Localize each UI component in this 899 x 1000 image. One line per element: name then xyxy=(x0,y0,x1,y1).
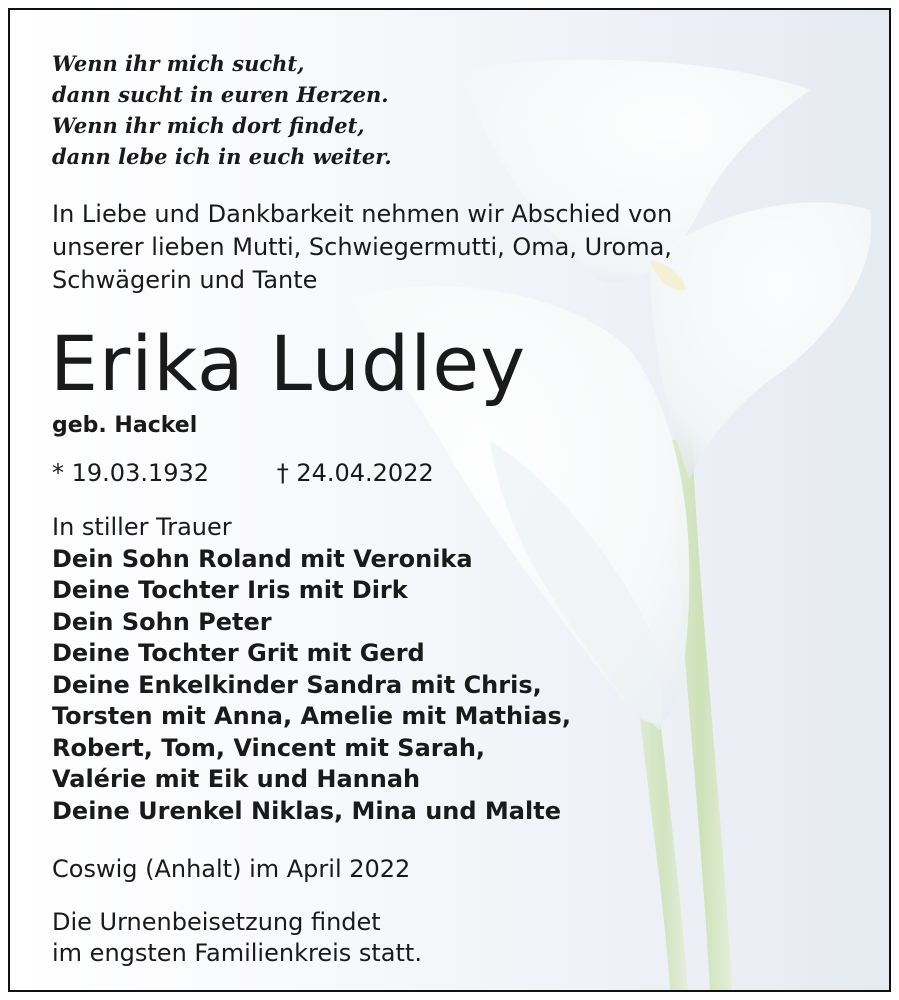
birth-name: geb. Hackel xyxy=(52,413,198,438)
obituary-content xyxy=(10,10,889,990)
mourner-line: Deine Urenkel Niklas, Mina und Malte xyxy=(52,796,561,825)
burial-note-line: im engsten Familienkreis statt. xyxy=(52,939,422,967)
poem xyxy=(52,48,392,172)
mourning-lead: In stiller Trauer xyxy=(52,513,232,541)
burial-note-line: Die Urnenbeisetzung findet xyxy=(52,908,381,936)
obituary-card xyxy=(8,8,891,992)
mourner-line: Valérie mit Eik und Hannah xyxy=(52,765,421,793)
burial-note xyxy=(52,907,422,969)
place-and-date: Coswig (Anhalt) im April 2022 xyxy=(52,855,411,883)
death-date: † 24.04.2022 xyxy=(276,459,434,487)
poem-line: dann lebe ich in euch weiter. xyxy=(52,144,392,169)
deceased-name: Erika Ludley xyxy=(50,319,527,408)
poem-line: Wenn ihr mich dort findet, xyxy=(52,113,365,138)
intro-line: In Liebe und Dankbarkeit nehmen wir Abschied von xyxy=(52,200,673,228)
poem-line: Wenn ihr mich sucht, xyxy=(52,51,305,76)
mourner-line: Dein Sohn Roland mit Veronika xyxy=(52,544,473,573)
intro-line: Schwägerin und Tante xyxy=(52,266,318,294)
mourner-line: Deine Tochter Grit mit Gerd xyxy=(52,639,425,667)
life-dates xyxy=(52,459,434,487)
intro-line: unserer lieben Mutti, Schwiegermutti, Oma, Uroma, xyxy=(52,233,672,261)
birth-date: * 19.03.1932 xyxy=(52,459,210,487)
mourner-line: Dein Sohn Peter xyxy=(52,607,272,636)
poem-line: dann sucht in euren Herzen. xyxy=(52,82,389,107)
mourner-line: Robert, Tom, Vincent mit Sarah, xyxy=(52,733,486,762)
mourner-line: Deine Tochter Iris mit Dirk xyxy=(52,576,408,604)
mourners-list xyxy=(52,512,571,827)
mourner-line: Torsten mit Anna, Amelie mit Mathias, xyxy=(52,702,571,730)
farewell-intro xyxy=(52,198,772,297)
mourner-line: Deine Enkelkinder Sandra mit Chris, xyxy=(52,670,542,699)
